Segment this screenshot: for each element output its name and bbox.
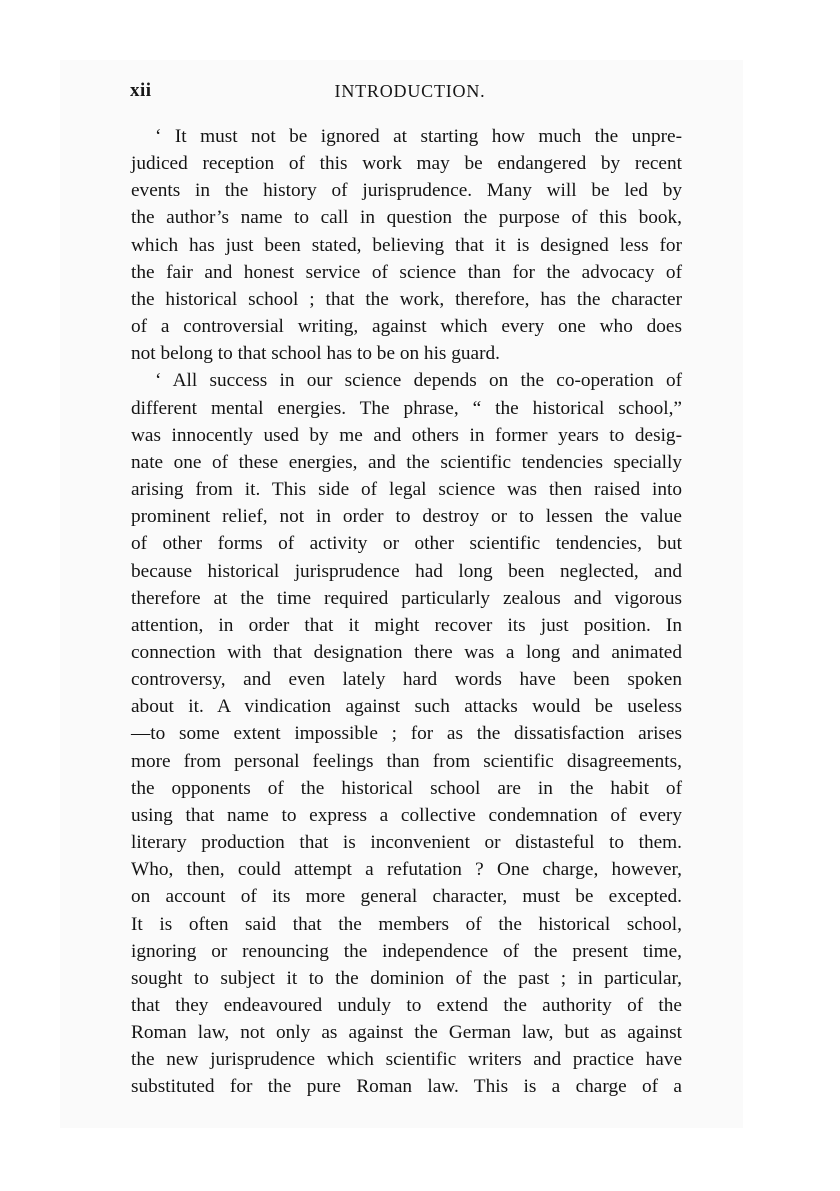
text-line: ignoring or renouncing the independence of the present time,: [131, 940, 682, 962]
text-line: about it. A vindication against such attacks would be useless: [131, 696, 682, 718]
text-line: was innocently used by me and others in former years to desig-: [131, 424, 682, 446]
text-line: ‘ All success in our science depends on the co-operation of: [155, 370, 682, 392]
text-line: connection with that designation there was a long and animated: [131, 641, 682, 663]
text-line: which has just been stated, believing that it is designed less for: [131, 234, 682, 256]
paragraph-1: [131, 123, 682, 367]
text-line: more from personal feelings than from scientific disagreements,: [131, 750, 682, 772]
text-line: therefore at the time required particularly zealous and vigorous: [131, 587, 682, 609]
text-line: that they endeavoured unduly to extend the authority of the: [131, 995, 682, 1016]
text-line: the author’s name to call in question the purpose of this book,: [131, 207, 682, 229]
text-line: on account of its more general character, must be excepted.: [131, 886, 682, 908]
body-text: [131, 123, 682, 1101]
page-number: xii: [130, 80, 152, 101]
text-line: of a controversial writing, against which every one who does: [131, 316, 682, 338]
text-line: nate one of these energies, and the scientific tendencies specially: [131, 451, 682, 473]
text-line: because historical jurisprudence had long been neglected, and: [131, 560, 682, 582]
text-line: using that name to express a collective condemnation of every: [131, 804, 682, 826]
text-line: controversy, and even lately hard words have been spoken: [131, 669, 682, 691]
text-line: judiced reception of this work may be endangered by recent: [131, 153, 682, 175]
text-line: the fair and honest service of science than for the advocacy of: [131, 261, 682, 283]
text-line: sought to subject it to the dominion of the past ; in particular,: [131, 967, 682, 989]
text-line: the historical school ; that the work, therefore, has the character: [131, 288, 682, 310]
text-line: different mental energies. The phrase, “ the historical school,”: [131, 397, 682, 419]
text-line: the opponents of the historical school are in the habit of: [131, 777, 682, 799]
text-line: prominent relief, not in order to destroy or to lessen the value: [131, 506, 682, 528]
text-line: It is often said that the members of the historical school,: [131, 913, 682, 935]
text-line: —to some extent impossible ; for as the dissatisfaction arises: [131, 723, 682, 745]
text-line: substituted for the pure Roman law. This is a charge of a: [131, 1076, 682, 1098]
text-line: of other forms of activity or other scientific tendencies, but: [131, 533, 682, 555]
paragraph-2: [131, 367, 682, 1100]
text-line: events in the history of jurisprudence. Many will be led by: [131, 180, 682, 202]
text-line: Who, then, could attempt a refutation ? One charge, however,: [131, 859, 682, 881]
text-line: not belong to that school has to be on his guard.: [131, 343, 500, 365]
text-line: arising from it. This side of legal science was then raised into: [131, 479, 682, 501]
text-line: the new jurisprudence which scientific writers and practice have: [131, 1049, 682, 1071]
page-header: [130, 80, 682, 110]
text-line: ‘ It must not be ignored at starting how much the unpre-: [155, 126, 682, 147]
text-line: literary production that is inconvenient or distasteful to them.: [131, 832, 682, 854]
running-title: INTRODUCTION.: [334, 81, 486, 101]
text-line: Roman law, not only as against the German law, but as against: [131, 1022, 682, 1044]
text-line: attention, in order that it might recover its just position. In: [131, 614, 682, 636]
